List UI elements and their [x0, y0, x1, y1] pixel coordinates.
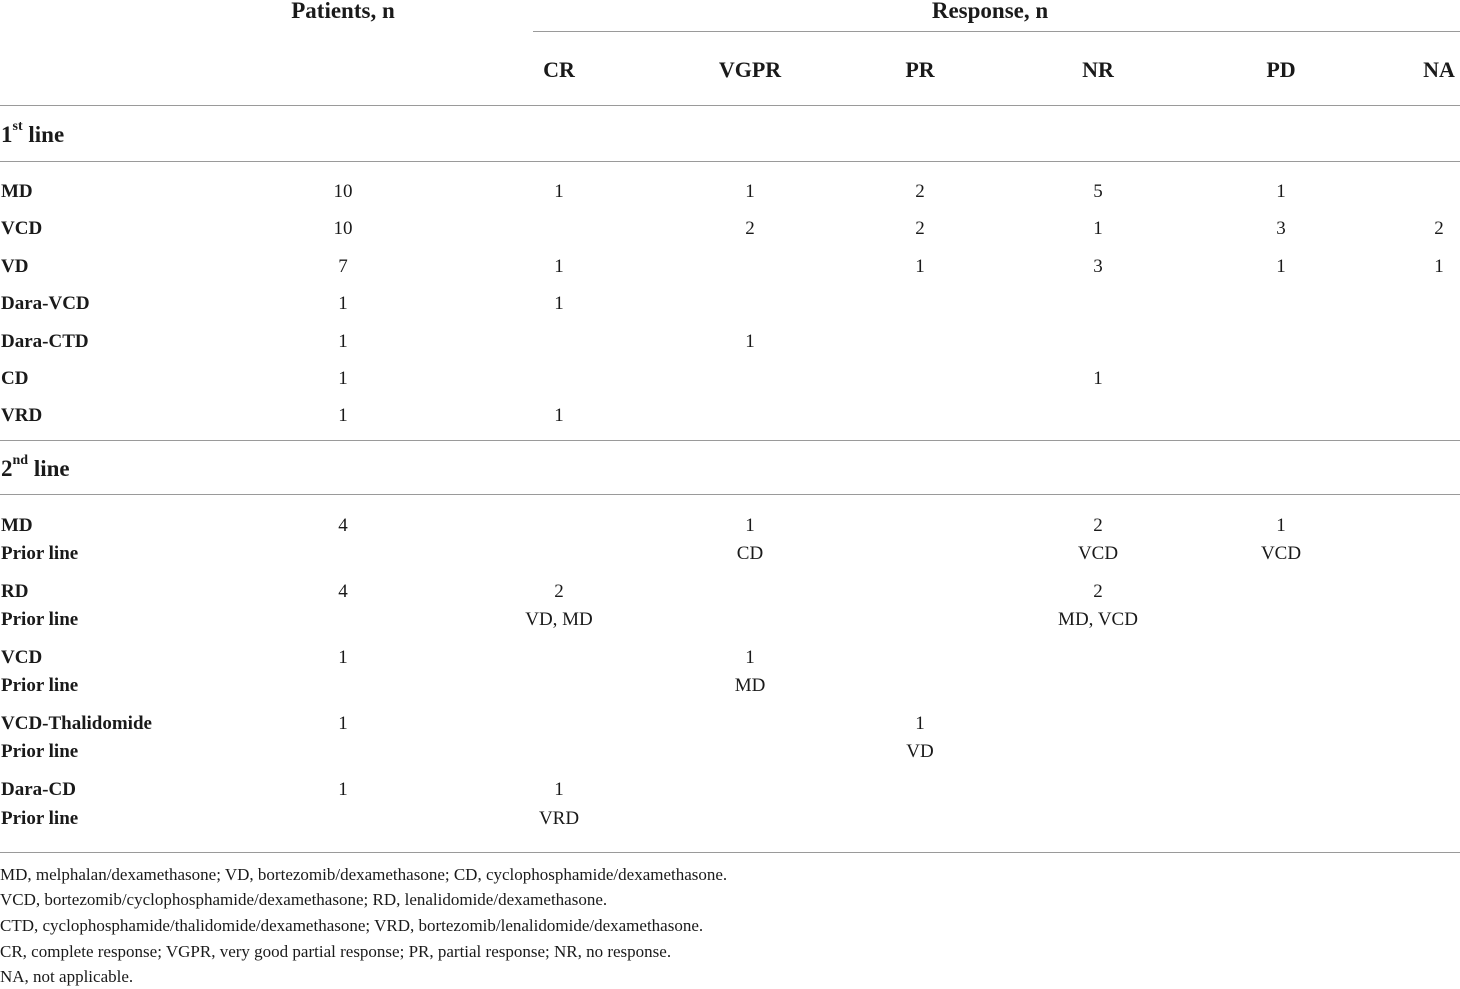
regimen-label: VD	[1, 256, 29, 277]
cell-patients: 1	[338, 331, 348, 352]
prior-line-label: Prior line	[1, 808, 79, 829]
cell-nr: 2	[1093, 515, 1103, 536]
cell-cr: 1	[554, 293, 564, 314]
cell-nr: 2	[1093, 581, 1103, 602]
cell-vgpr: 1	[745, 181, 755, 202]
cell-patients: 10	[333, 218, 353, 239]
prior-line-label: Prior line	[1, 741, 79, 762]
cell-cr: 1	[554, 181, 564, 202]
cell-patients: 10	[333, 181, 353, 202]
footnote: CTD, cyclophosphamide/thalidomide/dexamethasone; VRD, bortezomib/lenalidomide/dexamethasone.	[0, 916, 704, 935]
table-bottom-rule	[0, 852, 1460, 853]
cell-vgpr: 1	[745, 515, 755, 536]
regimen-label: VCD	[1, 647, 43, 668]
prior-line-label: Prior line	[1, 609, 79, 630]
cell-patients: 4	[338, 515, 348, 536]
cell-pd: 1	[1276, 181, 1286, 202]
footnote: VCD, bortezomib/cyclophosphamide/dexamethasone; RD, lenalidomide/dexamethasone.	[0, 890, 608, 909]
regimen-label: CD	[1, 368, 29, 389]
cell-patients: 7	[338, 256, 348, 277]
section-rule	[0, 161, 1460, 162]
col-vgpr-header: VGPR	[718, 57, 782, 82]
cell-cr: 1	[554, 405, 564, 426]
cell-pr: 2	[915, 218, 925, 239]
cell-patients: 1	[338, 405, 348, 426]
header-rule	[0, 105, 1460, 106]
cell-pr: 1	[915, 256, 925, 277]
cell-nr: VCD	[1077, 543, 1119, 564]
cell-cr: 1	[554, 779, 564, 800]
cell-pd: 1	[1276, 515, 1286, 536]
footnote: NA, not applicable.	[0, 967, 134, 986]
cell-patients: 1	[338, 779, 348, 800]
regimen-label: VCD-Thalidomide	[1, 713, 152, 734]
cell-nr: 1	[1093, 218, 1103, 239]
patients-header: Patients, n	[291, 0, 395, 23]
cell-vgpr: CD	[736, 543, 764, 564]
cell-na: 1	[1434, 256, 1444, 277]
cell-vgpr: 2	[745, 218, 755, 239]
cell-pr: VD	[906, 741, 934, 762]
cell-pr: 2	[915, 181, 925, 202]
cell-nr: 3	[1093, 256, 1103, 277]
col-nr-header: NR	[1082, 57, 1114, 82]
section-heading: 1st line	[1, 119, 65, 147]
col-pr-header: PR	[905, 57, 935, 82]
col-na-header: NA	[1423, 57, 1455, 82]
cell-patients: 1	[338, 647, 348, 668]
prior-line-label: Prior line	[1, 675, 79, 696]
cell-pd: VCD	[1260, 543, 1302, 564]
section-divider	[0, 440, 1460, 441]
footnote: MD, melphalan/dexamethasone; VD, bortezomib/dexamethasone; CD, cyclophosphamide/dexamethasone.	[0, 865, 728, 884]
regimen-label: VCD	[1, 218, 43, 239]
cell-patients: 4	[338, 581, 348, 602]
cell-cr: 2	[554, 581, 564, 602]
regimen-label: Dara-CD	[1, 779, 76, 800]
regimen-label: VRD	[1, 405, 43, 426]
response-header: Response, n	[931, 0, 1049, 23]
response-header-rule	[533, 31, 1460, 32]
regimen-label: RD	[1, 581, 29, 602]
cell-nr: 1	[1093, 368, 1103, 389]
regimen-label: MD	[1, 515, 33, 536]
regimen-label: Dara-CTD	[1, 331, 89, 352]
cell-patients: 1	[338, 293, 348, 314]
footnote: CR, complete response; VGPR, very good partial response; PR, partial response; NR, no response.	[0, 942, 672, 961]
cell-pd: 1	[1276, 256, 1286, 277]
cell-nr: 5	[1093, 181, 1103, 202]
section-heading: 2nd line	[1, 453, 70, 481]
prior-line-label: Prior line	[1, 543, 79, 564]
regimen-label: MD	[1, 181, 33, 202]
cell-cr: 1	[554, 256, 564, 277]
col-cr-header: CR	[543, 57, 575, 82]
cell-pr: 1	[915, 713, 925, 734]
cell-patients: 1	[338, 713, 348, 734]
cell-cr: VRD	[538, 808, 580, 829]
cell-pd: 3	[1276, 218, 1286, 239]
col-pd-header: PD	[1266, 57, 1296, 82]
cell-patients: 1	[338, 368, 348, 389]
cell-nr: MD, VCD	[1058, 609, 1138, 630]
cell-vgpr: 1	[745, 331, 755, 352]
cell-cr: VD, MD	[525, 609, 593, 630]
regimen-label: Dara-VCD	[1, 293, 90, 314]
cell-na: 2	[1434, 218, 1444, 239]
section-rule	[0, 494, 1460, 495]
cell-vgpr: 1	[745, 647, 755, 668]
cell-vgpr: MD	[734, 675, 766, 696]
